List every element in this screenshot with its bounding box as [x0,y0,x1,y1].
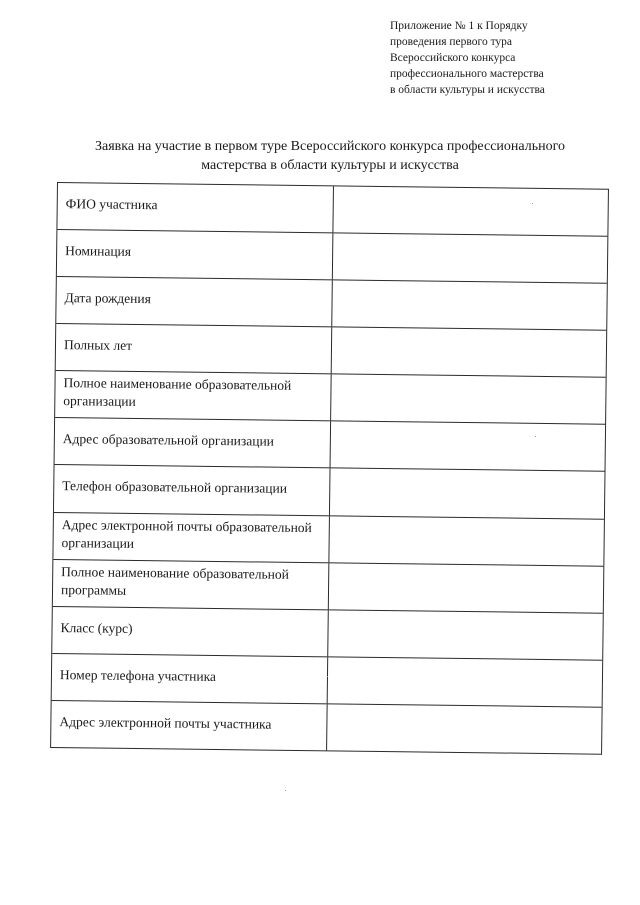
appendix-line: профессионального мастерства [390,68,544,80]
form-row-program-name [53,559,604,613]
form-row-fio [57,183,608,236]
form-row-value-field[interactable] [333,233,608,282]
form-row-organization-address [55,417,606,471]
document-title [40,137,620,175]
scan-speck [327,676,328,677]
form-row-organization-email [53,512,604,566]
form-row-participant-phone [52,653,603,707]
scan-speck [535,436,536,437]
application-form-table [50,182,609,755]
appendix-line: Приложение № 1 к Порядку [390,20,528,32]
form-row-label: Адрес образовательной организации [55,418,332,467]
form-row-organization-phone [54,464,605,518]
appendix-line: проведения первого тура [390,36,513,48]
form-row-label: Класс (курс) [52,607,329,656]
title-line-1: Заявка на участие в первом туре Всероссийского конкурса профессионального [95,139,565,154]
form-row-label: Полное наименование образовательной организации [55,371,332,420]
appendix-note [390,18,630,98]
form-row-label: Адрес электронной почты участника [51,701,328,750]
form-row-value-field[interactable] [329,516,604,565]
form-row-full-age [56,323,607,377]
form-row-value-field[interactable] [332,328,607,377]
form-row-label: Полное наименование образовательной программы [53,560,330,609]
form-row-label: Телефон образовательной организации [54,465,331,514]
form-row-organization-name [55,370,606,424]
form-row-participant-email [51,700,602,754]
form-row-label: Полных лет [56,324,333,373]
title-line-2: мастерства в области культуры и искусства [201,158,459,173]
form-row-value-field[interactable] [327,704,602,753]
form-row-nomination [57,229,608,283]
form-row-value-field[interactable] [333,186,608,235]
form-row-label: ФИО участника [57,183,334,232]
form-row-value-field[interactable] [331,375,606,424]
form-row-label: Номер телефона участника [52,654,329,703]
form-row-label: Дата рождения [56,277,333,326]
form-row-label: Адрес электронной почты образовательной организации [53,513,330,562]
form-row-value-field[interactable] [330,469,605,518]
scan-speck [532,203,533,204]
form-row-value-field[interactable] [331,422,606,471]
appendix-line: в области культуры и искусства [390,84,545,96]
form-row-value-field[interactable] [328,610,603,659]
appendix-line: Всероссийского конкурса [390,52,516,64]
form-row-value-field[interactable] [332,281,607,330]
form-row-label: Номинация [57,230,334,279]
scan-speck [285,790,286,791]
form-row-value-field[interactable] [328,657,603,706]
form-row-grade [52,606,603,660]
form-row-value-field[interactable] [329,563,604,612]
form-row-birth-date [56,276,607,330]
